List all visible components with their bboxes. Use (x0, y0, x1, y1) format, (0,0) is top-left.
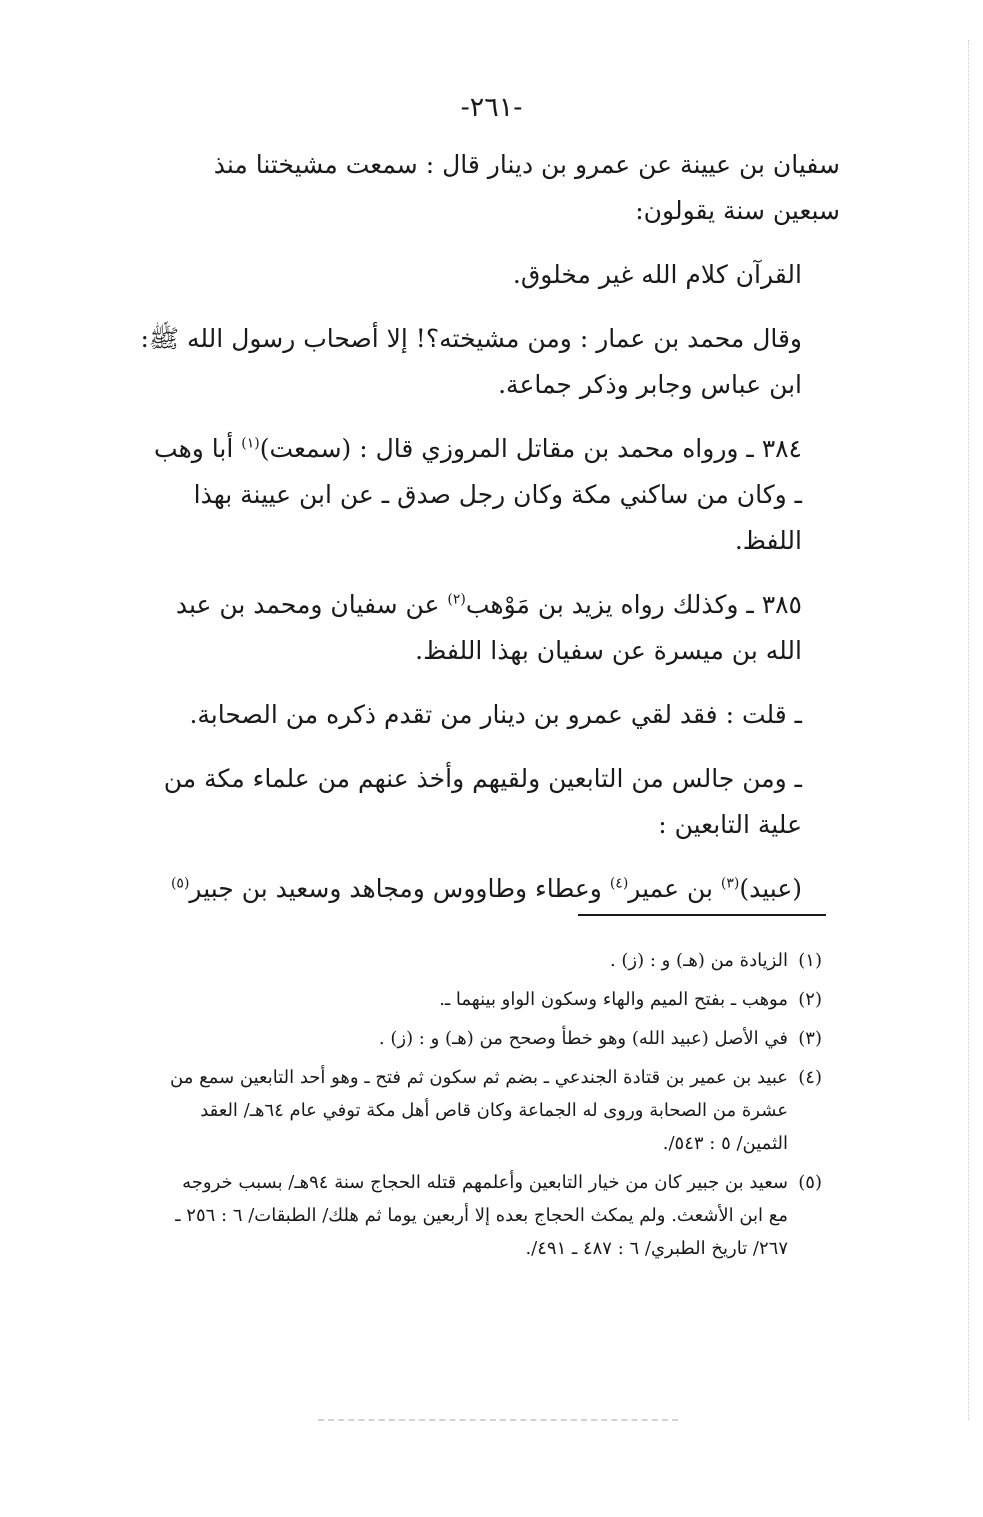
main-text (140, 142, 840, 930)
paragraph-385 (140, 582, 840, 674)
paragraph-3: وقال محمد بن عمار : ومن مشيخته؟! إلا أصحاب رسول الله ﷺ: ابن عباس وجابر وذكر جماعة. (140, 324, 802, 399)
paragraph-385-text: ٣٨٥ ـ وكذلك رواه يزيد بن مَوْهب (465, 590, 802, 619)
footnote-4 (158, 1061, 822, 1160)
name-ibn-umair: بن عمير (628, 874, 721, 903)
page-number: -٢٦١- (460, 92, 523, 123)
paragraph-1: سفيان بن عيينة عن عمرو بن دينار قال : سمعت مشيختنا منذ سبعين سنة يقولون: (213, 150, 840, 225)
footnote-text: موهب ـ بفتح الميم والهاء وسكون الواو بينهما ـ. (439, 989, 788, 1010)
paragraph-tabiin-list (140, 866, 840, 912)
footnote-5 (158, 1166, 822, 1265)
footnote-ref-2: (٢) (447, 591, 466, 608)
footnote-number: (٤) (798, 1067, 822, 1088)
paragraph-note-1: ـ قلت : فقد لقي عمرو بن دينار من تقدم ذكره من الصحابة. (189, 700, 802, 729)
paragraph-384 (140, 426, 840, 564)
bottom-rule (318, 1419, 678, 1421)
footnote-ref-1: (١) (241, 435, 260, 452)
footnotes (158, 944, 822, 1271)
footnote-ref-5: (٥) (170, 875, 190, 892)
footnote-text: سعيد بن جبير كان من خيار التابعين وأعلمهم قتله الحجاج سنة ٩٤هـ/ بسبب خروجه مع ابن الأشعث. ولم يمكث الحجاج بعده إلا أربعين يوما ثم هلك/ الطبقات/ ٦ : ٢٥٦ ـ ٢٦٧/ تاريخ الطبري/ ٦ : ٤٨٧ ـ ٤٩١/. (175, 1172, 788, 1259)
footnote-ref-4: (٤) (609, 875, 629, 892)
footnote-1 (158, 944, 822, 977)
name-ubaid: (عبيد) (739, 874, 802, 903)
paragraph-2: القرآن كلام الله غير مخلوق. (512, 260, 802, 289)
footnote-text: الزيادة من (هـ) و : (ز) . (609, 950, 788, 971)
footnote-divider (578, 914, 826, 916)
footnote-number: (١) (798, 950, 822, 971)
paragraph-384-text: ٣٨٤ ـ ورواه محمد بن مقاتل المروزي قال : (سمعت) (259, 434, 802, 463)
scan-edge-line (968, 40, 969, 1420)
footnote-2 (158, 983, 822, 1016)
footnote-number: (٥) (798, 1172, 822, 1193)
paragraph-note-2: ـ ومن جالس من التابعين ولقيهم وأخذ عنهم من علماء مكة من علية التابعين : (163, 764, 802, 839)
names-rest: وعطاء وطاووس ومجاهد وسعيد بن جبير (189, 874, 610, 903)
footnote-ref-3: (٣) (720, 875, 740, 892)
footnote-3 (158, 1022, 822, 1055)
footnote-number: (٣) (798, 1028, 822, 1049)
footnote-text: في الأصل (عبيد الله) وهو خطأ وصحح من (هـ) و : (ز) . (378, 1028, 788, 1049)
paragraph-384-text-end: أبا وهب ـ وكان من ساكني مكة وكان رجل صدق ـ عن ابن عيينة بهذا اللفظ. (154, 434, 802, 555)
footnote-text: عبيد بن عمير بن قتادة الجندعي ـ بضم ثم سكون ثم فتح ـ وهو أحد التابعين سمع من عشرة من الصحابة وروى له الجماعة وكان قاص أهل مكة توفي عام ٦٤هـ/ العقد الثمين/ ٥ : ٥٤٣/. (170, 1067, 788, 1154)
footnote-number: (٢) (798, 989, 822, 1010)
paragraph-385-text-end: عن سفيان ومحمد بن عبد الله بن ميسرة عن سفيان بهذا اللفظ. (175, 590, 802, 665)
